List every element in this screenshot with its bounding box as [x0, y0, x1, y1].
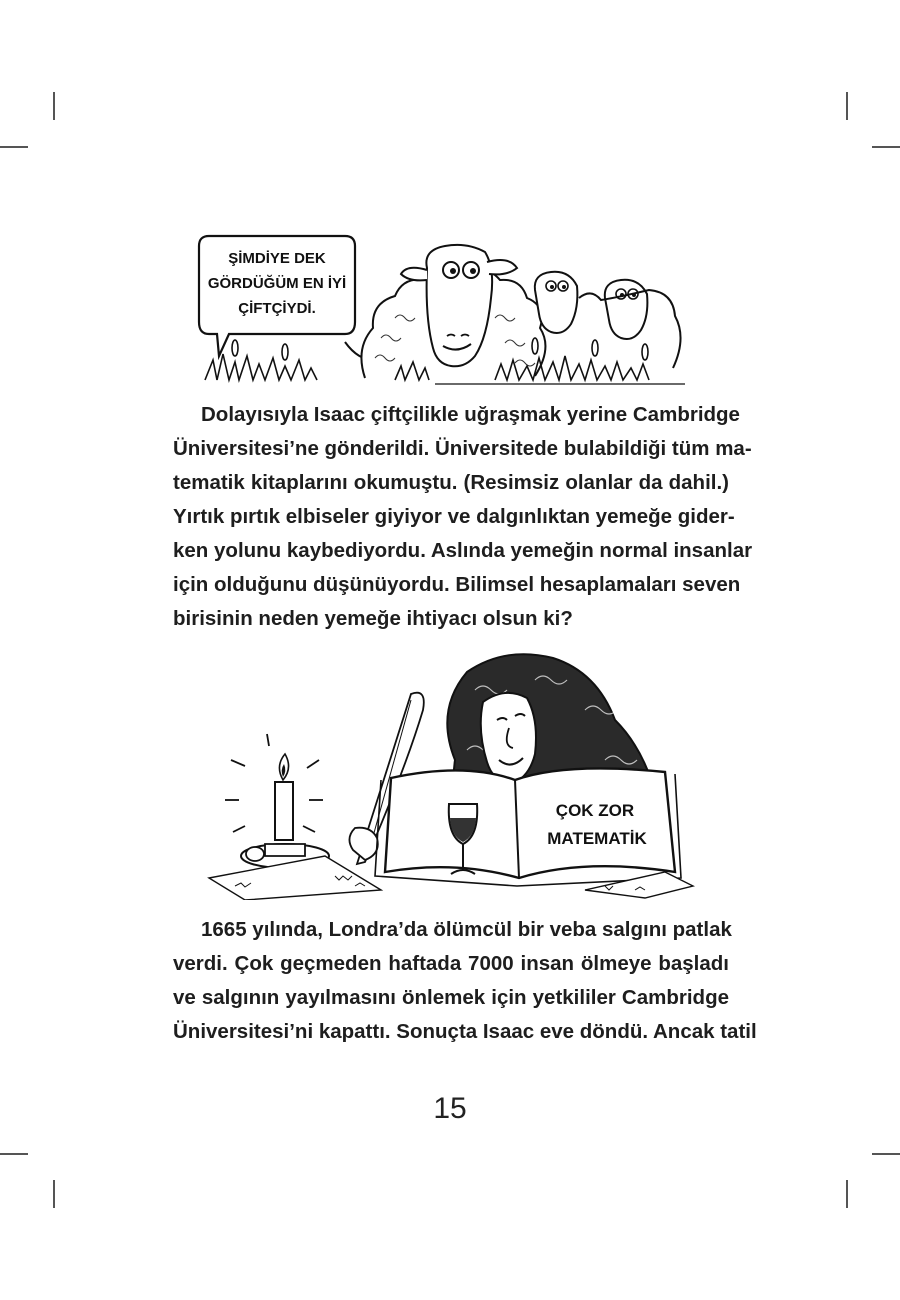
paragraph-2-line-3: ve salgının yayılmasını önlemek için yetkililer Cambridge: [173, 986, 729, 1009]
paragraph-1-line-4: Yırtık pırtık elbiseler giyiyor ve dalgınlıktan yemeğe gider-: [173, 505, 735, 528]
book-title-line-2: MATEMATİK: [547, 829, 647, 848]
crop-mark-top-right-h: [872, 146, 900, 148]
open-book: [385, 768, 675, 878]
paper-sheets: [209, 856, 381, 900]
page-number: 15: [433, 1092, 467, 1125]
sheep-illustration: [195, 228, 695, 386]
crop-mark-top-right: [846, 92, 848, 120]
sheep-drawing: [195, 228, 695, 386]
book-title-line-1: ÇOK ZOR: [555, 801, 635, 820]
paragraph-2: [173, 913, 757, 1049]
paragraph-1-line-6: için olduğunu düşünüyordu. Bilimsel hesaplamaları seven: [173, 573, 741, 596]
crop-mark-bottom-left-h: [0, 1153, 28, 1155]
paragraph-1-line-7: birisinin neden yemeğe ihtiyacı olsun ki?: [173, 607, 573, 630]
crop-mark-top-left-h: [0, 146, 28, 148]
paragraph-1: [173, 398, 753, 636]
paragraph-1-line-2: Üniversitesi’ne gönderildi. Üniversitede bulabildiği tüm ma-: [173, 437, 752, 460]
newton-drawing: [205, 650, 695, 900]
newton-reading-illustration: [205, 650, 695, 900]
crop-mark-top-left: [53, 92, 55, 120]
paragraph-2-line-4: Üniversitesi’ni kapattı. Sonuçta Isaac eve döndü. Ancak tatil: [173, 1020, 757, 1043]
bubble-line-2: GÖRDÜĞÜM EN İYİ: [207, 275, 347, 292]
bubble-line-3: ÇİFTÇİYDİ.: [238, 300, 316, 317]
crop-mark-bottom-left: [53, 1180, 55, 1208]
candle-icon: [241, 754, 329, 868]
crop-mark-bottom-right-h: [872, 1153, 900, 1155]
small-sheep-2: [605, 280, 648, 339]
small-sheep-1: [535, 272, 578, 333]
paragraph-1-line-5: ken yolunu kaybediyordu. Aslında yemeğin normal insanlar: [173, 539, 753, 562]
paragraph-1-line-3: tematik kitaplarını okumuştu. (Resimsiz olanlar da dahil.): [173, 471, 729, 494]
paragraph-1-line-1: Dolayısıyla Isaac çiftçilikle uğraşmak yerine Cambridge: [201, 403, 740, 426]
paragraph-2-line-2: verdi. Çok geçmeden haftada 7000 insan ölmeye başladı: [173, 952, 729, 975]
crop-mark-bottom-right: [846, 1180, 848, 1208]
bubble-line-1: ŞİMDİYE DEK: [228, 250, 326, 267]
paragraph-2-line-1: 1665 yılında, Londra’da ölümcül bir veba salgını patlak: [201, 918, 732, 941]
